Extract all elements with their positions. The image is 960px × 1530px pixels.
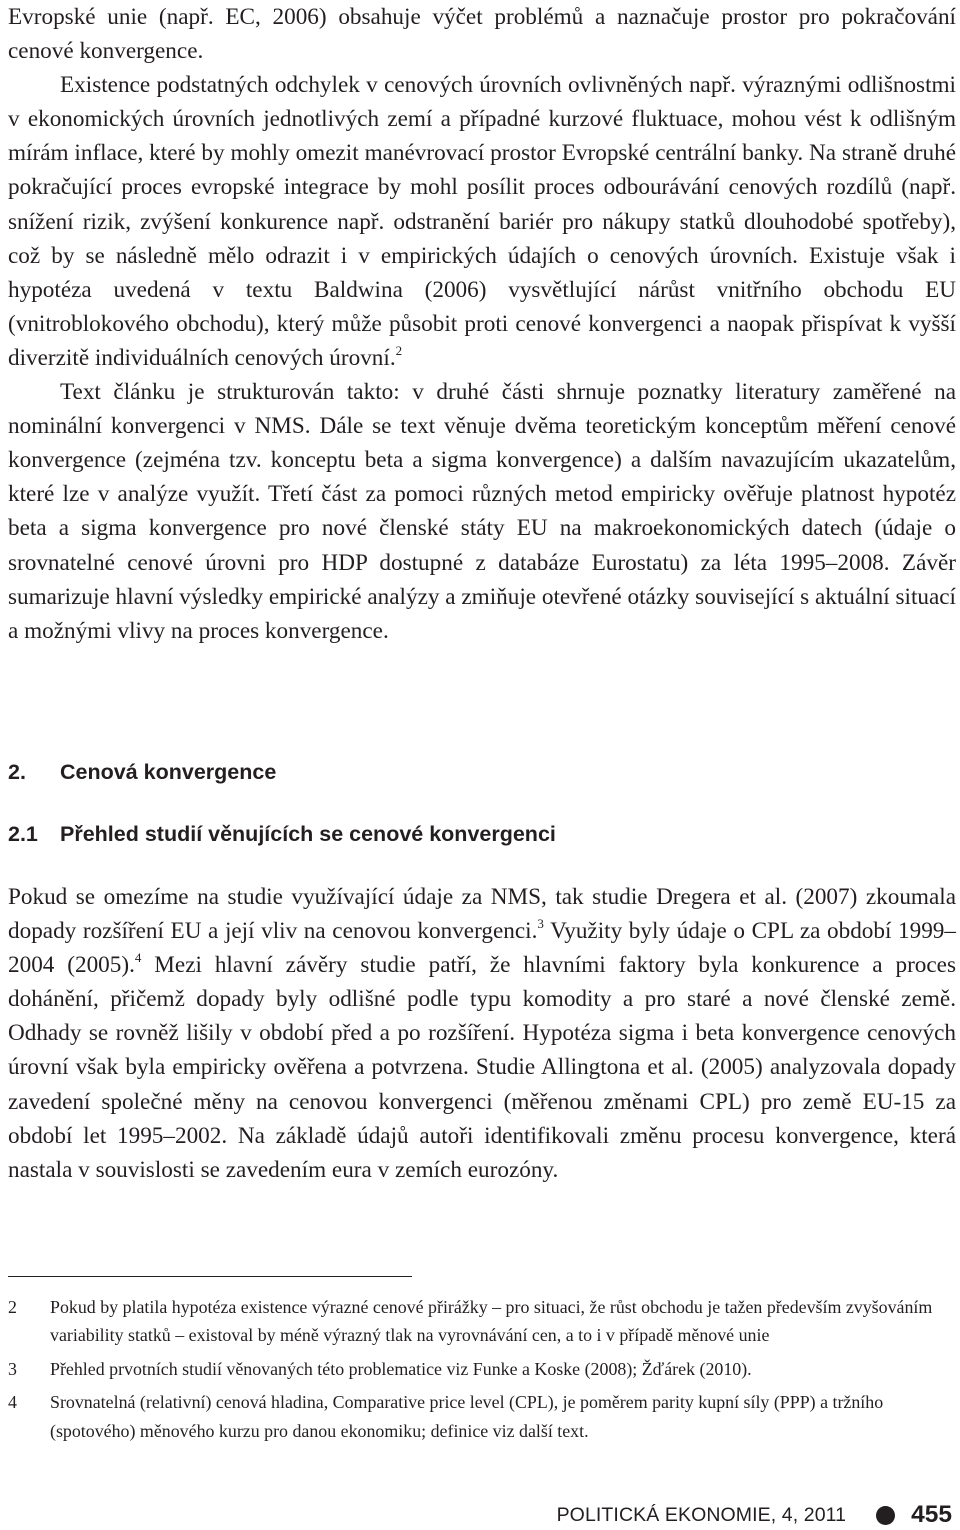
footnote-text: Srovnatelná (relativní) cenová hladina, Comparative price level (CPL), je poměrem parity kupní síly (PPP) a tržního (spotového) měnového kurzu pro danou ekonomiku; definice viz další text.	[50, 1392, 884, 1441]
footnote-4	[8, 1388, 956, 1445]
paragraph-structure: Text článku je strukturován takto: v druhé části shrnuje poznatky literatury zaměřené na nominální konvergenci v NMS. Dále se text věnuje dvěma teoretickým konceptům měření cenové konvergence (zejména tzv. konceptu beta a sigma konvergence) a dalším navazujícím ukazatelům, které lze v analýze využít. Třetí část za pomoci různých metod empiricky ověřuje platnost hypotéz beta a sigma konvergence pro nové členské státy EU na makroekonomických datech (údaje o srovnatelné cenové úrovni pro HDP dostupné z databáze Eurostatu) za léta 1995–2008. Závěr sumarizuje hlavní výsledky empirické analýzy a zmiňuje otevřené otázky související s aktuální situací a možnými vlivy na proces konvergence.	[8, 379, 956, 644]
journal-name: POLITICKÁ EKONOMIE, 4, 2011	[556, 1503, 847, 1526]
page-number: 455	[911, 1501, 952, 1528]
section-title: Cenová konvergence	[60, 760, 277, 784]
paragraph-studies: Pokud se omezíme na studie využívající údaje za NMS, tak studie Dregera et al. (2007) zkoumala dopady rozšíření EU a její vliv na cenovou konvergenci.$^3$ Využity byly údaje o CPL za období 1999–2004 (2005).$^4$ Mezi hlavní závěry studie patří, že hlavními faktory byla konkurence a proces dohánění, přičemž dopady byly odlišné podle typu komodity a pro staré a nové členské země. Odhady se rovněž lišily v období před a po rozšíření. Hypotéza sigma i beta konvergence cenových úrovní však byla empiricky ověřena a potvrzena. Studie Allingtona et al. (2005) analyzovala dopady zavedení společné měny na cenovou konvergenci (měřenou změnami CPL) pro země EU-15 za období let 1995–2002. Na základě údajů autoři identifikovali změnu procesu konvergence, která nastala v souvislosti se zavedením eura v zemích eurozóny.	[8, 884, 956, 1183]
footnote-2	[8, 1293, 956, 1350]
footnote-text: Pokud by platila hypotéza existence výrazné cenové přirážky – pro situaci, že růst obchodu je tažen především zvyšováním variability statků – existoval by méně výrazný tlak na vyrovnávání cen, a to i v případě měnové unie	[50, 1297, 933, 1346]
footnote-number: 3	[8, 1358, 17, 1379]
paragraph-inflation-hypothesis: Existence podstatných odchylek v cenových úrovních ovlivněných např. výraznými odlišnostmi v ekonomických úrovních jednotlivých zemí a případné kurzové fluktuace, mohou vést k odlišným mírám inflace, které by mohly omezit manévrovací prostor Evropské centrální banky. Na straně druhé pokračující proces evropské integrace by mohl posílit proces odbourávání cenových rozdílů (např. snížení rizik, zvýšení konkurence např. odstranění bariér pro nákupy statků dlouhodobé spotřeby), což by se následně mělo odrazit i v empirických údajích o cenových úrovních. Existuje však i hypotéza uvedená v textu Baldwina (2006) vysvětlující nárůst vnitřního obchodu EU (vnitroblokového obchodu), který může působit proti cenové konvergenci a naopak přispívat k vyšší diverzitě individuálních cenových úrovní.$^2$	[8, 72, 956, 371]
subsection-heading	[8, 821, 556, 847]
subsection-number: 2.1	[8, 822, 38, 846]
footnote-text: Přehled prvotních studií věnovaných této problematice viz Funke a Koske (2008); Žďárek (2010).	[50, 1358, 752, 1379]
footnote-ref-4[interactable]: 4	[134, 950, 142, 966]
section-heading	[8, 759, 276, 785]
footnote-ref-2[interactable]: 2	[395, 342, 403, 358]
footnote-3	[8, 1355, 956, 1383]
section-number: 2.	[8, 760, 26, 784]
subsection-title: Přehled studií věnujících se cenové konvergenci	[60, 822, 556, 846]
section-text	[8, 880, 956, 1187]
footnote-ref-3[interactable]: 3	[537, 916, 544, 932]
footnote-number: 2	[8, 1297, 17, 1317]
paragraph-continuation: Evropské unie (např. EC, 2006) obsahuje výčet problémů a naznačuje prostor pro pokračování cenové konvergence.	[8, 4, 956, 65]
intro-text	[8, 0, 956, 648]
footnotes	[8, 1293, 956, 1450]
bullet-dot-icon	[876, 1506, 895, 1525]
footnote-divider	[8, 1276, 412, 1277]
footnote-number: 4	[8, 1392, 17, 1413]
running-footer	[557, 1500, 952, 1530]
